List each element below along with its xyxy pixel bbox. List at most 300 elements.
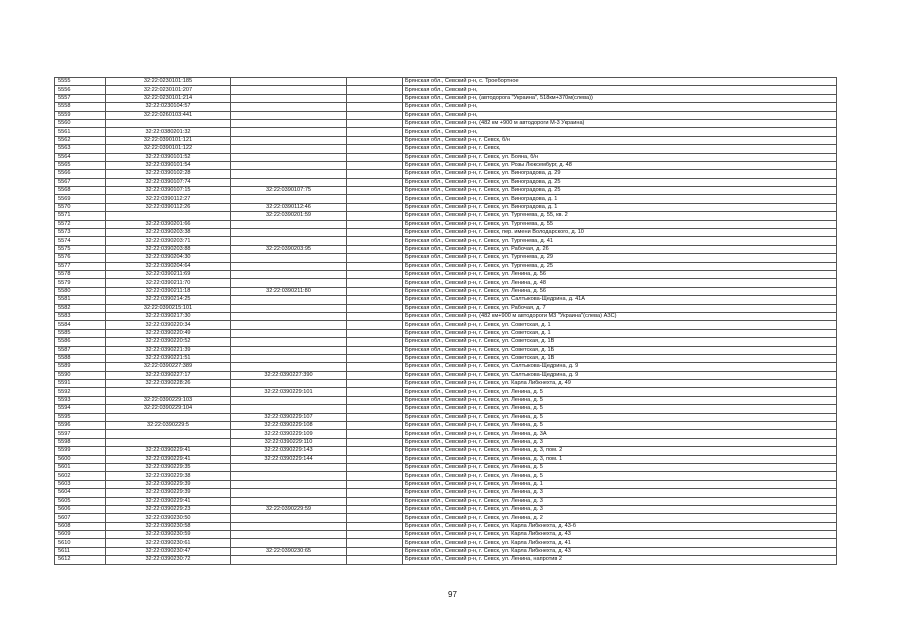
related-cadastral-number-cell xyxy=(231,531,347,539)
address-cell: Брянская обл., Севский р-н, г. Севск, ул. Карла Либкнехта, д. 43 xyxy=(403,531,837,539)
table-row xyxy=(55,338,837,346)
row-number-cell: 5560 xyxy=(55,119,106,127)
address-cell: Брянская обл., Севский р-н, г. Севск, ул. Ленина, д. 5 xyxy=(403,422,837,430)
row-number-cell: 5569 xyxy=(55,195,106,203)
table-row xyxy=(55,480,837,488)
table-row xyxy=(55,312,837,320)
row-number-cell: 5601 xyxy=(55,463,106,471)
row-number-cell: 5556 xyxy=(55,86,106,94)
address-cell: Брянская обл., Севский р-н, г. Севск, ул. Виноградова, д. 1 xyxy=(403,195,837,203)
empty-cell xyxy=(347,547,403,555)
row-number-cell: 5559 xyxy=(55,111,106,119)
table-row xyxy=(55,329,837,337)
table-row xyxy=(55,111,837,119)
table-row xyxy=(55,245,837,253)
address-cell: Брянская обл., Севский р-н, г. Севск, ул. Виноградова, д. 29 xyxy=(403,170,837,178)
table-row xyxy=(55,505,837,513)
related-cadastral-number-cell: 32:22:0390229:108 xyxy=(231,422,347,430)
related-cadastral-number-cell xyxy=(231,539,347,547)
row-number-cell: 5611 xyxy=(55,547,106,555)
empty-cell xyxy=(347,455,403,463)
related-cadastral-number-cell xyxy=(231,270,347,278)
address-cell: Брянская обл., Севский р-н, с. Троебортное xyxy=(403,78,837,86)
table-row xyxy=(55,270,837,278)
empty-cell xyxy=(347,363,403,371)
row-number-cell: 5565 xyxy=(55,161,106,169)
address-cell: Брянская обл., Севский р-н, г. Севск, ул. Бояна, б/н xyxy=(403,153,837,161)
table-row xyxy=(55,203,837,211)
related-cadastral-number-cell xyxy=(231,153,347,161)
table-row xyxy=(55,380,837,388)
row-number-cell: 5567 xyxy=(55,178,106,186)
row-number-cell: 5586 xyxy=(55,338,106,346)
table-row xyxy=(55,413,837,421)
address-cell: Брянская обл., Севский р-н, г. Севск, ул. Карла Либкнехта, д. 43-б xyxy=(403,522,837,530)
cadastral-number-cell: 32:22:0390211:70 xyxy=(106,279,231,287)
cadastral-number-cell: 32:22:0390203:88 xyxy=(106,245,231,253)
cadastral-number-cell: 32:22:0390230:59 xyxy=(106,531,231,539)
cadastral-number-cell: 32:22:0390107:15 xyxy=(106,187,231,195)
address-cell: Брянская обл., Севский р-н, (автодорога "Украина", 518км+370м(слева)) xyxy=(403,94,837,102)
table-row xyxy=(55,287,837,295)
related-cadastral-number-cell xyxy=(231,396,347,404)
address-cell: Брянская обл., Севский р-н, г. Севск, ул. Виноградова, д. 25 xyxy=(403,178,837,186)
empty-cell xyxy=(347,371,403,379)
table-row xyxy=(55,539,837,547)
empty-cell xyxy=(347,145,403,153)
address-cell: Брянская обл., Севский р-н, г. Севск, ул. Розы Люксембург, д. 48 xyxy=(403,161,837,169)
related-cadastral-number-cell xyxy=(231,161,347,169)
table-row xyxy=(55,153,837,161)
row-number-cell: 5587 xyxy=(55,346,106,354)
cadastral-number-cell: 32:22:0390230:50 xyxy=(106,514,231,522)
cadastral-number-cell: 32:22:0390229:104 xyxy=(106,405,231,413)
address-cell: Брянская обл., Севский р-н, г. Севск, ул. Ленина, д. 5 xyxy=(403,388,837,396)
empty-cell xyxy=(347,279,403,287)
row-number-cell: 5573 xyxy=(55,229,106,237)
related-cadastral-number-cell xyxy=(231,111,347,119)
table-row xyxy=(55,212,837,220)
table-row xyxy=(55,220,837,228)
address-cell: Брянская обл., Севский р-н, г. Севск, ул. Ленина, д. 5 xyxy=(403,405,837,413)
table-row xyxy=(55,170,837,178)
address-cell: Брянская обл., Севский р-н, г. Севск, ул. Ленина, д. 48 xyxy=(403,279,837,287)
table-row xyxy=(55,229,837,237)
table-row xyxy=(55,346,837,354)
related-cadastral-number-cell xyxy=(231,329,347,337)
cadastral-number-cell xyxy=(106,430,231,438)
cadastral-number-cell: 32:22:0390102:28 xyxy=(106,170,231,178)
cadastral-number-cell: 32:22:0390220:34 xyxy=(106,321,231,329)
row-number-cell: 5564 xyxy=(55,153,106,161)
related-cadastral-number-cell: 32:22:0390229:101 xyxy=(231,388,347,396)
cadastral-number-cell: 32:22:0390214:25 xyxy=(106,296,231,304)
row-number-cell: 5568 xyxy=(55,187,106,195)
row-number-cell: 5588 xyxy=(55,354,106,362)
row-number-cell: 5610 xyxy=(55,539,106,547)
table-row xyxy=(55,145,837,153)
empty-cell xyxy=(347,338,403,346)
empty-cell xyxy=(347,86,403,94)
row-number-cell: 5609 xyxy=(55,531,106,539)
address-cell: Брянская обл., Севский р-н, г. Севск, пер. имени Володарского, д. 10 xyxy=(403,229,837,237)
row-number-cell: 5597 xyxy=(55,430,106,438)
address-cell: Брянская обл., Севский р-н, г. Севск, ул. Салтыкова-Щедрина, д. 9 xyxy=(403,371,837,379)
related-cadastral-number-cell: 32:22:0390229:107 xyxy=(231,413,347,421)
address-cell: Брянская обл., Севский р-н, г. Севск, ул. Карла Либкнехта, д. 43 xyxy=(403,547,837,555)
address-cell: Брянская обл., Севский р-н, xyxy=(403,103,837,111)
empty-cell xyxy=(347,539,403,547)
empty-cell xyxy=(347,304,403,312)
row-number-cell: 5595 xyxy=(55,413,106,421)
related-cadastral-number-cell: 32:22:0390107:75 xyxy=(231,187,347,195)
empty-cell xyxy=(347,229,403,237)
cadastral-number-cell: 32:22:0230101:214 xyxy=(106,94,231,102)
empty-cell xyxy=(347,497,403,505)
page-number: 97 xyxy=(448,590,457,599)
row-number-cell: 5575 xyxy=(55,245,106,253)
row-number-cell: 5561 xyxy=(55,128,106,136)
table-row xyxy=(55,128,837,136)
table-row xyxy=(55,237,837,245)
row-number-cell: 5603 xyxy=(55,480,106,488)
address-cell: Брянская обл., Севский р-н, г. Севск, ул. Карла Либкнехта, д. 49 xyxy=(403,380,837,388)
table-row xyxy=(55,195,837,203)
cadastral-number-cell: 32:22:0230104:57 xyxy=(106,103,231,111)
row-number-cell: 5582 xyxy=(55,304,106,312)
cadastral-number-cell: 32:22:0390221:39 xyxy=(106,346,231,354)
row-number-cell: 5566 xyxy=(55,170,106,178)
cadastral-number-cell: 32:22:0390203:38 xyxy=(106,229,231,237)
related-cadastral-number-cell: 32:22:0390229:109 xyxy=(231,430,347,438)
address-cell: Брянская обл., Севский р-н, г. Севск, ул. Советская, д. 1 xyxy=(403,321,837,329)
table-row xyxy=(55,187,837,195)
related-cadastral-number-cell: 32:22:0390229:59 xyxy=(231,505,347,513)
table-row xyxy=(55,514,837,522)
row-number-cell: 5604 xyxy=(55,489,106,497)
address-cell: Брянская обл., Севский р-н, г. Севск, ул. Тургенева, д. 55 xyxy=(403,220,837,228)
cadastral-number-cell: 32:22:0390230:72 xyxy=(106,556,231,564)
address-cell: Брянская обл., Севский р-н, г. Севск, ул. Тургенева, д. 25 xyxy=(403,262,837,270)
cadastral-number-cell: 32:22:0390230:47 xyxy=(106,547,231,555)
empty-cell xyxy=(347,354,403,362)
related-cadastral-number-cell xyxy=(231,170,347,178)
cadastral-number-cell: 32:22:0390211:69 xyxy=(106,270,231,278)
empty-cell xyxy=(347,128,403,136)
table-row xyxy=(55,472,837,480)
cadastral-number-cell: 32:22:0390201:66 xyxy=(106,220,231,228)
table-row xyxy=(55,463,837,471)
related-cadastral-number-cell xyxy=(231,304,347,312)
table-row xyxy=(55,94,837,102)
table-row xyxy=(55,321,837,329)
row-number-cell: 5598 xyxy=(55,438,106,446)
cadastral-number-cell: 32:22:0390217:30 xyxy=(106,312,231,320)
empty-cell xyxy=(347,94,403,102)
table-row xyxy=(55,405,837,413)
cadastral-number-cell: 32:22:0390101:122 xyxy=(106,145,231,153)
related-cadastral-number-cell xyxy=(231,338,347,346)
cadastral-number-cell xyxy=(106,438,231,446)
related-cadastral-number-cell xyxy=(231,136,347,144)
cadastral-number-cell: 32:22:0390229:41 xyxy=(106,497,231,505)
empty-cell xyxy=(347,254,403,262)
address-cell: Брянская обл., Севский р-н, г. Севск, ул. Ленина, д. 5 xyxy=(403,413,837,421)
cadastral-number-cell: 32:22:0390227:389 xyxy=(106,363,231,371)
table-row xyxy=(55,279,837,287)
empty-cell xyxy=(347,463,403,471)
table-row xyxy=(55,86,837,94)
cadastral-number-cell: 32:22:0390229:103 xyxy=(106,396,231,404)
row-number-cell: 5599 xyxy=(55,447,106,455)
related-cadastral-number-cell xyxy=(231,489,347,497)
cadastral-number-cell: 32:22:0390227:17 xyxy=(106,371,231,379)
empty-cell xyxy=(347,270,403,278)
row-number-cell: 5577 xyxy=(55,262,106,270)
related-cadastral-number-cell xyxy=(231,237,347,245)
cadastral-number-cell xyxy=(106,119,231,127)
table-row xyxy=(55,304,837,312)
cadastral-number-cell: 32:22:0390101:52 xyxy=(106,153,231,161)
cadastral-table xyxy=(54,77,837,565)
row-number-cell: 5612 xyxy=(55,556,106,564)
table-row xyxy=(55,136,837,144)
table-row xyxy=(55,254,837,262)
empty-cell xyxy=(347,430,403,438)
cadastral-number-cell: 32:22:0390229:39 xyxy=(106,480,231,488)
row-number-cell: 5574 xyxy=(55,237,106,245)
empty-cell xyxy=(347,287,403,295)
address-cell: Брянская обл., Севский р-н, г. Севск, ул. Советская, д. 1В xyxy=(403,354,837,362)
address-cell: Брянская обл., Севский р-н, г. Севск, ул. Ленина, д. 3, пом. 1 xyxy=(403,455,837,463)
related-cadastral-number-cell xyxy=(231,262,347,270)
row-number-cell: 5562 xyxy=(55,136,106,144)
empty-cell xyxy=(347,170,403,178)
cadastral-number-cell: 32:22:0390230:61 xyxy=(106,539,231,547)
address-cell: Брянская обл., Севский р-н, г. Севск, ул. Советская, д. 1В xyxy=(403,338,837,346)
address-cell: Брянская обл., Севский р-н, г. Севск, ул. Виноградова, д. 25 xyxy=(403,187,837,195)
related-cadastral-number-cell: 32:22:0390211:80 xyxy=(231,287,347,295)
row-number-cell: 5557 xyxy=(55,94,106,102)
address-cell: Брянская обл., Севский р-н, г. Севск, ул. Ленина, д. 5 xyxy=(403,463,837,471)
cadastral-number-cell: 32:22:0390112:26 xyxy=(106,203,231,211)
address-cell: Брянская обл., Севский р-н, г. Севск, ул. Ленина, д. 5 xyxy=(403,472,837,480)
address-cell: Брянская обл., Севский р-н, г. Севск, ул. Карла Либкнехта, д. 41 xyxy=(403,539,837,547)
row-number-cell: 5584 xyxy=(55,321,106,329)
related-cadastral-number-cell xyxy=(231,78,347,86)
related-cadastral-number-cell: 32:22:0390230:65 xyxy=(231,547,347,555)
empty-cell xyxy=(347,422,403,430)
table-row xyxy=(55,438,837,446)
address-cell: Брянская обл., Севский р-н, г. Севск, ул. Виноградова, д. 1 xyxy=(403,203,837,211)
empty-cell xyxy=(347,396,403,404)
empty-cell xyxy=(347,480,403,488)
empty-cell xyxy=(347,78,403,86)
related-cadastral-number-cell xyxy=(231,497,347,505)
empty-cell xyxy=(347,187,403,195)
row-number-cell: 5585 xyxy=(55,329,106,337)
address-cell: Брянская обл., Севский р-н, г. Севск, ул. Тургенева, д. 29 xyxy=(403,254,837,262)
related-cadastral-number-cell xyxy=(231,556,347,564)
empty-cell xyxy=(347,119,403,127)
related-cadastral-number-cell xyxy=(231,514,347,522)
table-row xyxy=(55,119,837,127)
empty-cell xyxy=(347,413,403,421)
related-cadastral-number-cell xyxy=(231,128,347,136)
cadastral-number-cell: 32:22:0390229:39 xyxy=(106,489,231,497)
empty-cell xyxy=(347,296,403,304)
row-number-cell: 5555 xyxy=(55,78,106,86)
empty-cell xyxy=(347,489,403,497)
row-number-cell: 5572 xyxy=(55,220,106,228)
cadastral-number-cell: 32:22:0230101:185 xyxy=(106,78,231,86)
address-cell: Брянская обл., Севский р-н, г. Севск, ул. Ленина, напротив 2 xyxy=(403,556,837,564)
related-cadastral-number-cell xyxy=(231,354,347,362)
cadastral-number-cell: 32:22:0390220:52 xyxy=(106,338,231,346)
related-cadastral-number-cell: 32:22:0390112:46 xyxy=(231,203,347,211)
related-cadastral-number-cell xyxy=(231,321,347,329)
related-cadastral-number-cell xyxy=(231,178,347,186)
cadastral-number-cell: 32:22:0390215:101 xyxy=(106,304,231,312)
empty-cell xyxy=(347,111,403,119)
empty-cell xyxy=(347,178,403,186)
empty-cell xyxy=(347,195,403,203)
address-cell: Брянская обл., Севский р-н, г. Севск, ул. Советская, д. 1 xyxy=(403,329,837,337)
row-number-cell: 5576 xyxy=(55,254,106,262)
related-cadastral-number-cell xyxy=(231,195,347,203)
empty-cell xyxy=(347,556,403,564)
address-cell: Брянская обл., Севский р-н, г. Севск, ул. Ленина, д. 5 xyxy=(403,396,837,404)
cadastral-number-cell xyxy=(106,388,231,396)
empty-cell xyxy=(347,531,403,539)
address-cell: Брянская обл., Севский р-н, г. Севск, ул. Советская, д. 1Б xyxy=(403,346,837,354)
related-cadastral-number-cell xyxy=(231,312,347,320)
cadastral-number-cell: 32:22:0390229:23 xyxy=(106,505,231,513)
address-cell: Брянская обл., Севский р-н, xyxy=(403,128,837,136)
table-row xyxy=(55,396,837,404)
address-cell: Брянская обл., Севский р-н, г. Севск, ул. Ленина, д. 3, пом. 2 xyxy=(403,447,837,455)
row-number-cell: 5581 xyxy=(55,296,106,304)
table-row xyxy=(55,522,837,530)
table-row xyxy=(55,556,837,564)
address-cell: Брянская обл., Севский р-н, г. Севск, ул. Тургенева, д. 41 xyxy=(403,237,837,245)
empty-cell xyxy=(347,161,403,169)
table-row xyxy=(55,388,837,396)
cadastral-number-cell: 32:22:0390204:30 xyxy=(106,254,231,262)
row-number-cell: 5608 xyxy=(55,522,106,530)
cadastral-number-cell: 32:22:0260103:441 xyxy=(106,111,231,119)
cadastral-number-cell: 32:22:0390229:41 xyxy=(106,455,231,463)
related-cadastral-number-cell: 32:22:0390201:59 xyxy=(231,212,347,220)
cadastral-number-cell: 32:22:0390221:51 xyxy=(106,354,231,362)
row-number-cell: 5605 xyxy=(55,497,106,505)
row-number-cell: 5570 xyxy=(55,203,106,211)
empty-cell xyxy=(347,472,403,480)
related-cadastral-number-cell xyxy=(231,346,347,354)
related-cadastral-number-cell: 32:22:0390229:144 xyxy=(231,455,347,463)
row-number-cell: 5578 xyxy=(55,270,106,278)
related-cadastral-number-cell xyxy=(231,145,347,153)
address-cell: Брянская обл., Севский р-н, г. Севск, ул. Салтыкова-Щедрина, д. 41А xyxy=(403,296,837,304)
related-cadastral-number-cell xyxy=(231,472,347,480)
empty-cell xyxy=(347,522,403,530)
address-cell: Брянская обл., Севский р-н, (482 км+900 м автодороги М3 "Украина"(слева) АЗС) xyxy=(403,312,837,320)
related-cadastral-number-cell xyxy=(231,480,347,488)
empty-cell xyxy=(347,505,403,513)
address-cell: Брянская обл., Севский р-н, xyxy=(403,86,837,94)
address-cell: Брянская обл., Севский р-н, г. Севск, ул. Рабочая, д. 26 xyxy=(403,245,837,253)
table-row xyxy=(55,363,837,371)
empty-cell xyxy=(347,136,403,144)
empty-cell xyxy=(347,447,403,455)
table-row xyxy=(55,262,837,270)
address-cell: Брянская обл., Севский р-н, г. Севск, ул. Рабочая, д. 7 xyxy=(403,304,837,312)
address-cell: Брянская обл., Севский р-н, г. Севск, ул. Ленина, д. 3 xyxy=(403,497,837,505)
related-cadastral-number-cell: 32:22:0390203:95 xyxy=(231,245,347,253)
empty-cell xyxy=(347,262,403,270)
address-cell: Брянская обл., Севский р-н, г. Севск, ул. Ленина, д. 3А xyxy=(403,430,837,438)
cadastral-number-cell: 32:22:0390220:49 xyxy=(106,329,231,337)
cadastral-number-cell xyxy=(106,413,231,421)
cadastral-number-cell: 32:22:0390112:27 xyxy=(106,195,231,203)
address-cell: Брянская обл., Севский р-н, г. Севск, ул. Ленина, д. 1 xyxy=(403,480,837,488)
row-number-cell: 5600 xyxy=(55,455,106,463)
row-number-cell: 5590 xyxy=(55,371,106,379)
cadastral-number-cell: 32:22:0390204:64 xyxy=(106,262,231,270)
related-cadastral-number-cell: 32:22:0390229:110 xyxy=(231,438,347,446)
empty-cell xyxy=(347,103,403,111)
cadastral-number-cell: 32:22:0390229:38 xyxy=(106,472,231,480)
table-row xyxy=(55,178,837,186)
cadastral-number-cell: 32:22:0390230:58 xyxy=(106,522,231,530)
address-cell: Брянская обл., Севский р-н, г. Севск, ул. Ленина, д. 56 xyxy=(403,287,837,295)
related-cadastral-number-cell xyxy=(231,380,347,388)
row-number-cell: 5606 xyxy=(55,505,106,513)
row-number-cell: 5583 xyxy=(55,312,106,320)
cadastral-number-cell: 32:22:0230101:207 xyxy=(106,86,231,94)
address-cell: Брянская обл., Севский р-н, г. Севск, ул. Ленина, д. 3 xyxy=(403,505,837,513)
table-row xyxy=(55,489,837,497)
row-number-cell: 5558 xyxy=(55,103,106,111)
table-row xyxy=(55,78,837,86)
cadastral-number-cell: 32:22:0390229:5 xyxy=(106,422,231,430)
table-row xyxy=(55,422,837,430)
cadastral-number-cell: 32:22:0390228:26 xyxy=(106,380,231,388)
related-cadastral-number-cell: 32:22:0390227:390 xyxy=(231,371,347,379)
address-cell: Брянская обл., Севский р-н, (482 км +900 м автодороги М-3 Украина) xyxy=(403,119,837,127)
related-cadastral-number-cell xyxy=(231,86,347,94)
table-row xyxy=(55,371,837,379)
address-cell: Брянская обл., Севский р-н, xyxy=(403,111,837,119)
row-number-cell: 5571 xyxy=(55,212,106,220)
empty-cell xyxy=(347,237,403,245)
cadastral-number-cell: 32:22:0390107:74 xyxy=(106,178,231,186)
row-number-cell: 5592 xyxy=(55,388,106,396)
row-number-cell: 5607 xyxy=(55,514,106,522)
related-cadastral-number-cell xyxy=(231,119,347,127)
related-cadastral-number-cell xyxy=(231,229,347,237)
address-cell: Брянская обл., Севский р-н, г. Севск, ул. Тургенева, д. 55, кв. 2 xyxy=(403,212,837,220)
empty-cell xyxy=(347,321,403,329)
address-cell: Брянская обл., Севский р-н, г. Севск, ул. Ленина, д. 3 xyxy=(403,489,837,497)
related-cadastral-number-cell: 32:22:0390229:143 xyxy=(231,447,347,455)
empty-cell xyxy=(347,220,403,228)
address-cell: Брянская обл., Севский р-н, г. Севск, ул. Ленина, д. 3 xyxy=(403,438,837,446)
table-body xyxy=(55,78,837,565)
table-row xyxy=(55,455,837,463)
empty-cell xyxy=(347,438,403,446)
related-cadastral-number-cell xyxy=(231,254,347,262)
